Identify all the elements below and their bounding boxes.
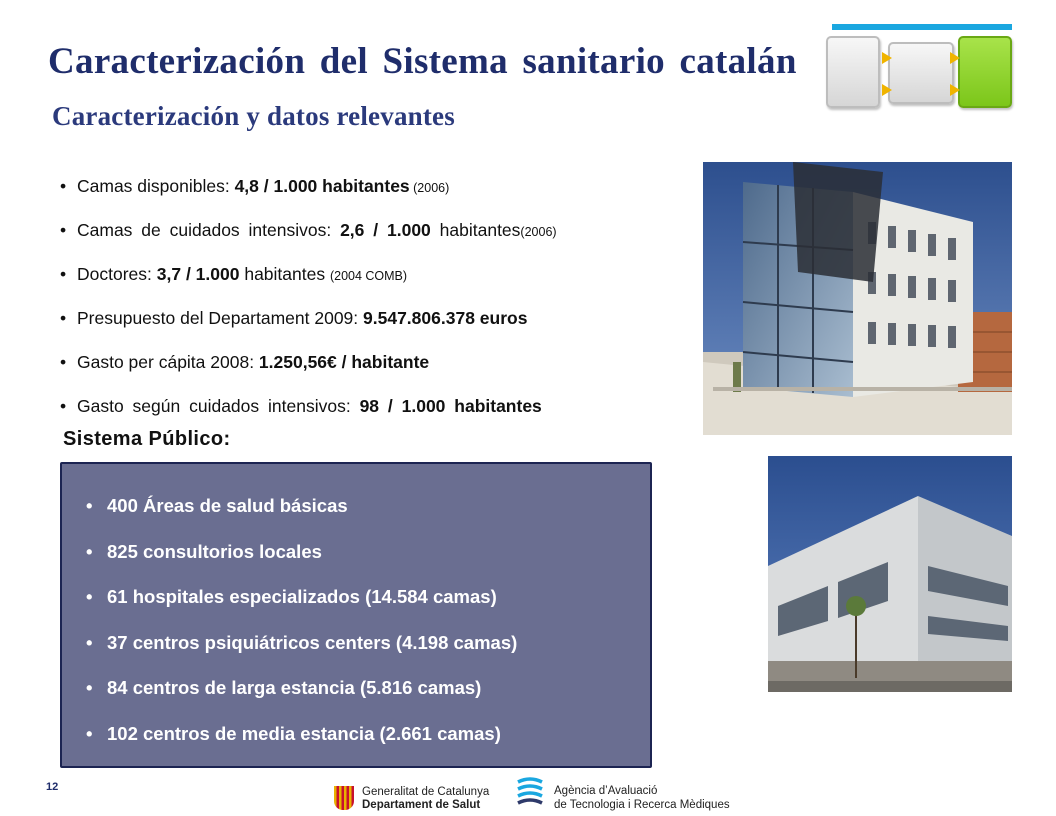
- public-system-item: • 825 consultorios locales: [86, 540, 517, 586]
- generalitat-logo: [334, 786, 494, 816]
- indicator-value: 3,7 / 1.000: [156, 264, 240, 284]
- arrow-icon: [950, 84, 960, 96]
- arrow-icon: [882, 84, 892, 96]
- process-top-bar: [832, 24, 1012, 30]
- indicator-value: 2,6 / 1.000: [340, 220, 431, 240]
- indicator-label: Doctores:: [77, 264, 157, 284]
- indicator-label: Gasto según cuidados intensivos:: [77, 396, 360, 416]
- indicator-list: [60, 174, 700, 438]
- page-title: Caracterización del Sistema sanitario catalán: [48, 41, 797, 82]
- indicator-value: 4,8 / 1.000 habitantes: [234, 176, 410, 196]
- public-system-title: Sistema Público:: [63, 428, 231, 450]
- process-box-3: [958, 36, 1012, 108]
- aquas-logo: [514, 776, 730, 816]
- arrow-icon: [950, 52, 960, 64]
- aquas-mark-icon: [514, 776, 546, 810]
- public-system-item: • 102 centros de media estancia (2.661 camas): [86, 722, 517, 768]
- indicator-label: Gasto per cápita 2008:: [77, 352, 259, 372]
- indicator-item: [60, 350, 700, 394]
- indicator-note: (2004 COMB): [329, 269, 408, 283]
- indicator-item: [60, 218, 700, 262]
- public-system-list: [86, 494, 517, 767]
- process-box-2: [888, 42, 954, 104]
- indicator-value-rest: habitantes: [239, 264, 330, 284]
- public-system-item: • 84 centros de larga estancia (5.816 camas): [86, 676, 517, 722]
- arrow-icon: [882, 52, 892, 64]
- indicator-value-rest: habitantes: [430, 220, 521, 240]
- page-number: 12: [46, 781, 59, 793]
- indicator-item: [60, 174, 700, 218]
- indicator-label: Presupuesto del Departament 2009:: [77, 308, 364, 328]
- process-boxes-graphic: [822, 20, 1018, 112]
- indicator-label: Camas de cuidados intensivos:: [77, 220, 341, 240]
- aquas-name-line1: Agència d’Avaluació: [554, 785, 658, 797]
- generalitat-emblem-icon: [334, 786, 354, 810]
- indicator-note: (2006): [520, 225, 557, 239]
- department-name: Departament de Salut: [362, 799, 481, 811]
- process-box-1: [826, 36, 880, 108]
- indicator-label: Camas disponibles:: [77, 176, 235, 196]
- public-system-box: [60, 462, 652, 768]
- indicator-value: 1.250,56€ / habitante: [258, 352, 430, 372]
- indicator-item: [60, 262, 700, 306]
- hospital-building-photo: [703, 162, 1012, 435]
- page-subtitle: Caracterización y datos relevantes: [52, 101, 455, 131]
- aquas-name-line2: de Tecnologia i Recerca Mèdiques: [554, 799, 730, 811]
- health-center-photo: [768, 456, 1012, 692]
- public-system-item: • 400 Áreas de salud básicas: [86, 494, 517, 540]
- indicator-note: (2006): [409, 181, 450, 195]
- generalitat-name: Generalitat de Catalunya: [362, 786, 490, 798]
- indicator-value: 98 / 1.000 habitantes: [359, 396, 542, 416]
- public-system-item: • 37 centros psiquiátricos centers (4.198 camas): [86, 631, 517, 677]
- public-system-item: • 61 hospitales especializados (14.584 camas): [86, 585, 517, 631]
- indicator-item: [60, 306, 700, 350]
- indicator-value: 9.547.806.378 euros: [363, 308, 528, 328]
